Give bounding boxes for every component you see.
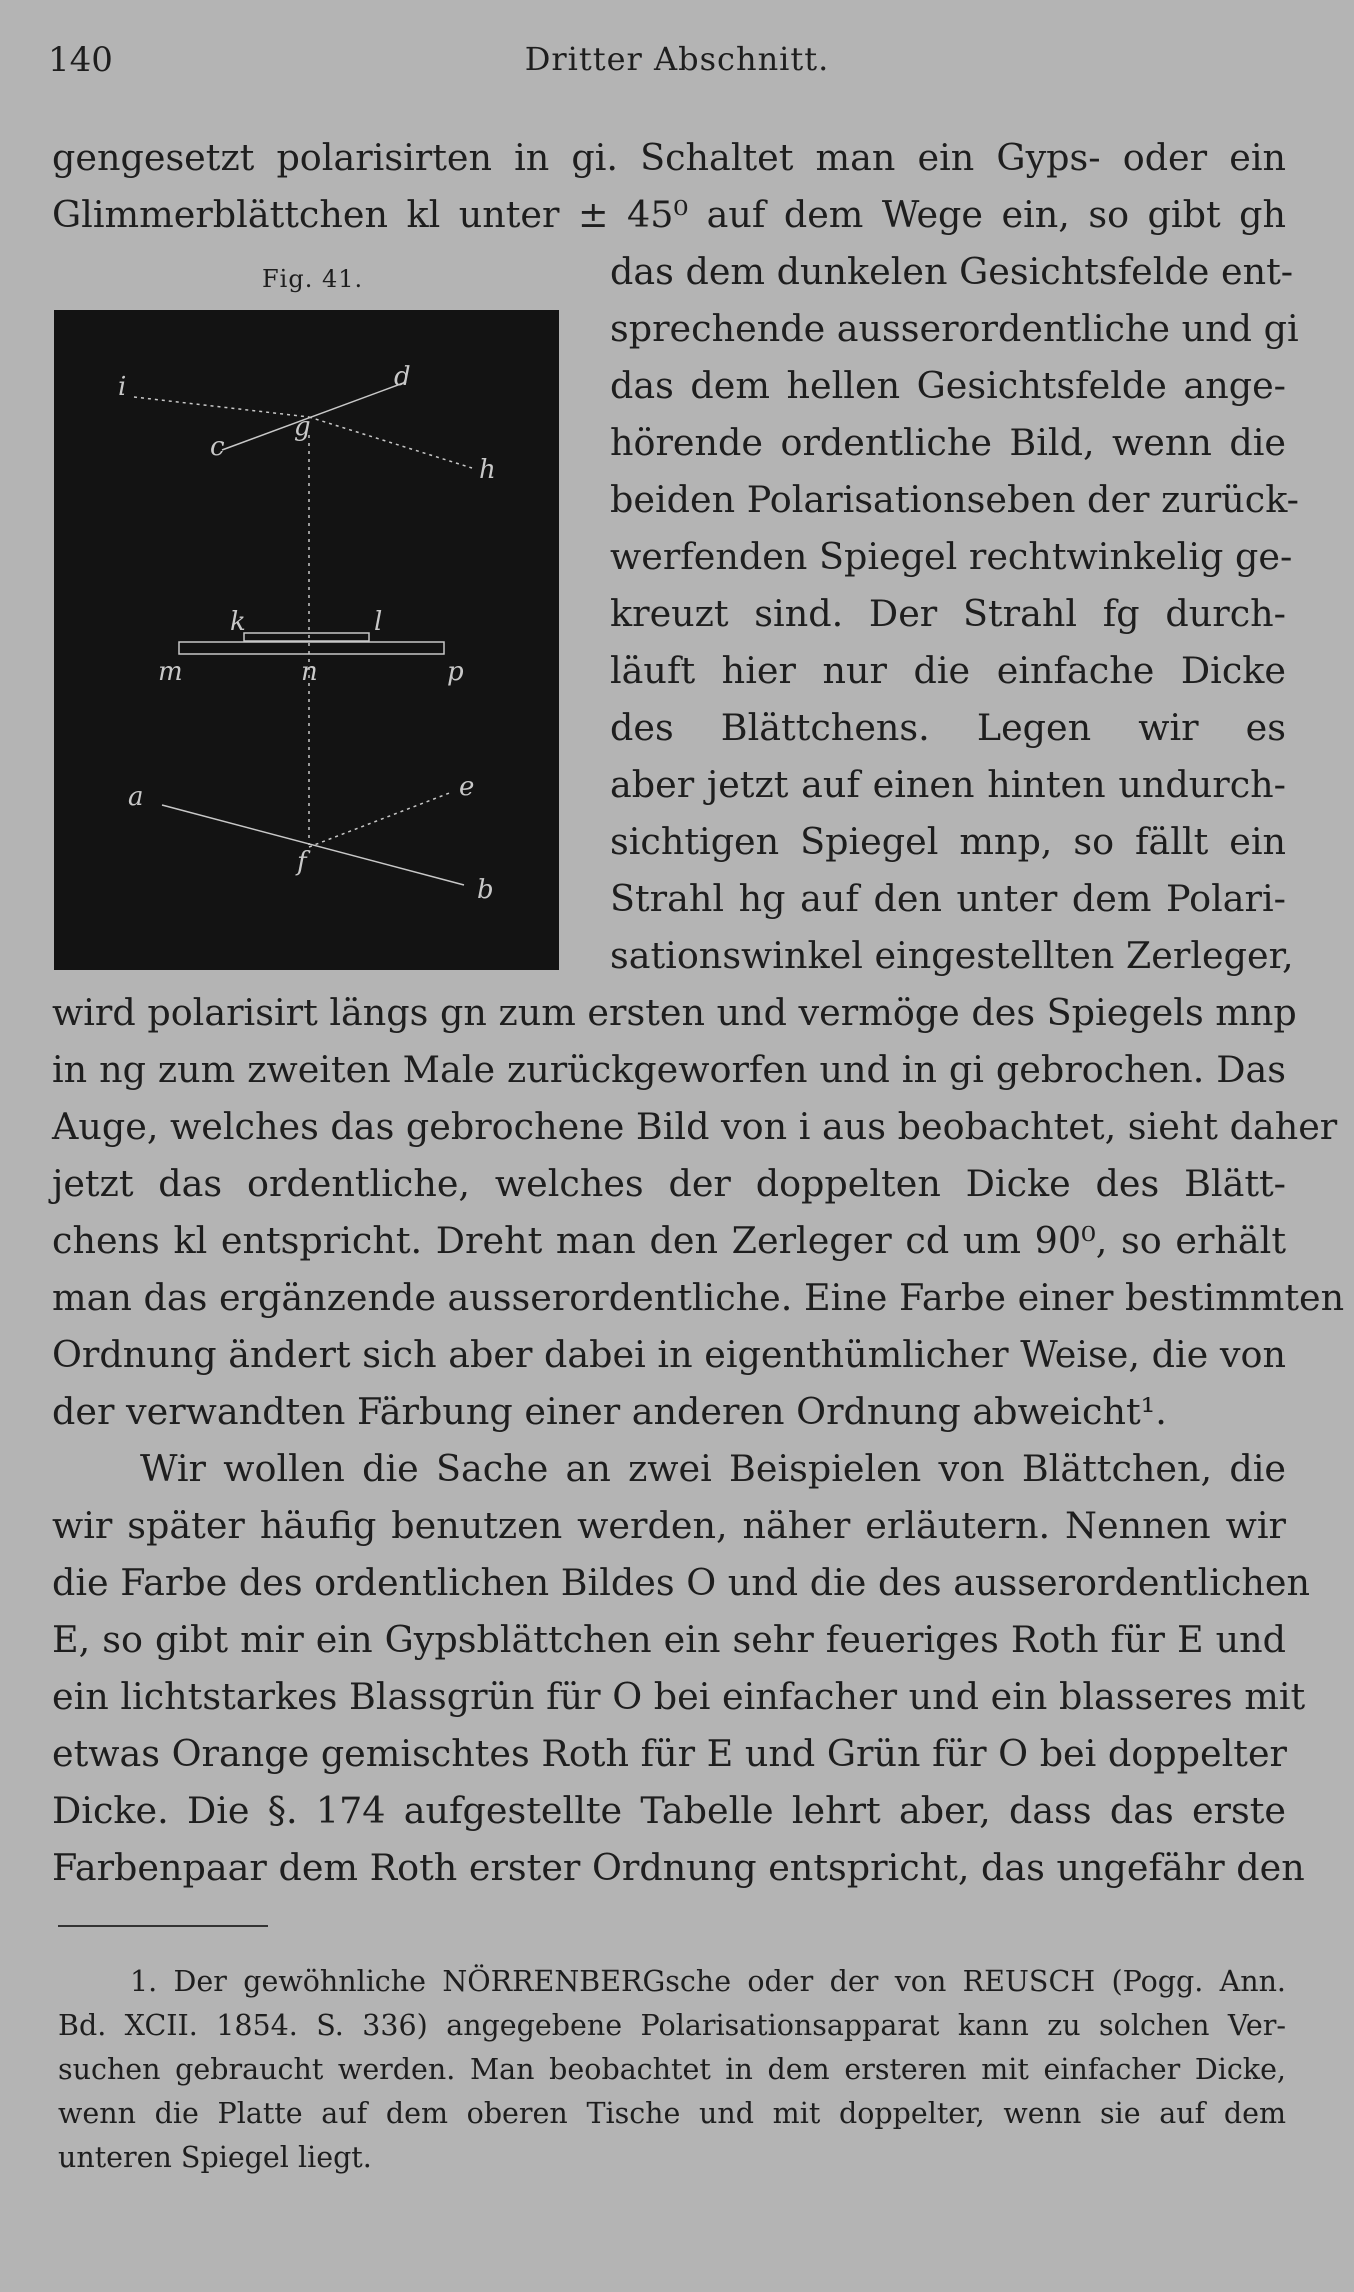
label-n: n [301, 657, 318, 687]
label-a: a [128, 782, 144, 812]
body-line: werfenden Spiegel rechtwinkelig ge- [610, 535, 1293, 578]
label-b: b [477, 875, 494, 905]
diagram-svg [54, 310, 559, 970]
label-d: d [394, 362, 411, 392]
body-line: des Blättchens. Legen wir es [610, 706, 1286, 749]
label-f: f [297, 847, 307, 877]
footnote-line: unteren Spiegel liegt. [58, 2141, 372, 2174]
body-line: sprechende ausserordentliche und gi [610, 307, 1299, 350]
body-line: E, so gibt mir ein Gypsblättchen ein sehr feueriges Roth für E und [52, 1618, 1286, 1661]
body-line: Auge, welches das gebrochene Bild von i aus beobachtet, sieht daher [52, 1105, 1338, 1148]
label-e: e [459, 772, 475, 802]
body-line: Strahl hg auf den unter dem Polari- [610, 877, 1286, 920]
body-line: wir später häufig benutzen werden, näher erläutern. Nennen wir [52, 1504, 1286, 1547]
label-g: g [294, 412, 311, 442]
body-line: die Farbe des ordentlichen Bildes O und die des ausserordentlichen [52, 1561, 1311, 1604]
running-head: Dritter Abschnitt. [524, 40, 830, 78]
footnote-line: suchen gebraucht werden. Man beobachtet in dem ersteren mit einfacher Dicke, [58, 2053, 1286, 2086]
mirror-line-cd [222, 382, 406, 450]
body-line: jetzt das ordentliche, welches der doppelten Dicke des Blätt- [52, 1162, 1286, 1205]
ray-line-fe [309, 792, 452, 847]
body-line: beiden Polarisationseben der zurück- [610, 478, 1300, 521]
body-line: Glimmerblättchen kl unter ± 45⁰ auf dem Wege ein, so gibt gh [52, 193, 1286, 236]
body-line: das dem dunkelen Gesichtsfelde ent- [610, 250, 1294, 293]
body-line: chens kl entspricht. Dreht man den Zerleger cd um 90⁰, so erhält [52, 1219, 1286, 1262]
label-m: m [158, 657, 183, 687]
body-line: gengesetzt polarisirten in gi. Schaltet man ein Gyps- oder ein [52, 136, 1286, 179]
body-line: Wir wollen die Sache an zwei Beispielen von Blättchen, die [140, 1447, 1286, 1490]
footnote-line: wenn die Platte auf dem oberen Tische und mit doppelter, wenn sie auf dem [58, 2097, 1286, 2130]
body-line: ein lichtstarkes Blassgrün für O bei einfacher und ein blasseres mit [52, 1675, 1306, 1718]
footnote-rule [58, 1925, 268, 1927]
plate-kl [244, 633, 369, 641]
body-line: Farbenpaar dem Roth erster Ordnung entspricht, das ungefähr den [52, 1846, 1305, 1889]
body-line: läuft hier nur die einfache Dicke [610, 649, 1286, 692]
body-line: kreuzt sind. Der Strahl fg durch- [610, 592, 1286, 635]
body-line: wird polarisirt längs gn zum ersten und vermöge des Spiegels mnp [52, 991, 1297, 1034]
figure-caption: Fig. 41. [262, 265, 364, 293]
body-line: aber jetzt auf einen hinten undurch- [610, 763, 1286, 806]
mirror-line-ab [162, 805, 464, 885]
footnote-line: 1. Der gewöhnliche NÖRRENBERGsche oder der von REUSCH (Pogg. Ann. [130, 1965, 1286, 1998]
label-i: i [118, 372, 127, 402]
body-line: etwas Orange gemischtes Roth für E und Grün für O bei doppelter [52, 1732, 1287, 1775]
footnote-line: Bd. XCII. 1854. S. 336) angegebene Polarisationsapparat kann zu solchen Ver- [58, 2009, 1286, 2042]
mirror-mnp [179, 642, 444, 654]
ray-line-gh [309, 417, 472, 468]
body-line: in ng zum zweiten Male zurückgeworfen und in gi gebrochen. Das [52, 1048, 1286, 1091]
figure-polarisation-diagram [54, 310, 559, 970]
page-number: 140 [48, 40, 113, 80]
label-p: p [447, 657, 464, 687]
body-line: der verwandten Färbung einer anderen Ordnung abweicht¹. [52, 1390, 1167, 1433]
body-line: hörende ordentliche Bild, wenn die [610, 421, 1286, 464]
body-line: sichtigen Spiegel mnp, so fällt ein [610, 820, 1286, 863]
body-line: Ordnung ändert sich aber dabei in eigenthümlicher Weise, die von [52, 1333, 1286, 1376]
body-line: das dem hellen Gesichtsfelde ange- [610, 364, 1286, 407]
label-l: l [374, 607, 383, 637]
label-c: c [210, 432, 225, 462]
ray-line-ig [134, 397, 309, 417]
label-h: h [479, 455, 496, 485]
body-line: Dicke. Die §. 174 aufgestellte Tabelle lehrt aber, dass das erste [52, 1789, 1286, 1832]
body-line: man das ergänzende ausserordentliche. Eine Farbe einer bestimmten [52, 1276, 1345, 1319]
label-k: k [230, 607, 246, 637]
page-header [0, 40, 1354, 100]
body-line: sationswinkel eingestellten Zerleger, [610, 934, 1294, 977]
